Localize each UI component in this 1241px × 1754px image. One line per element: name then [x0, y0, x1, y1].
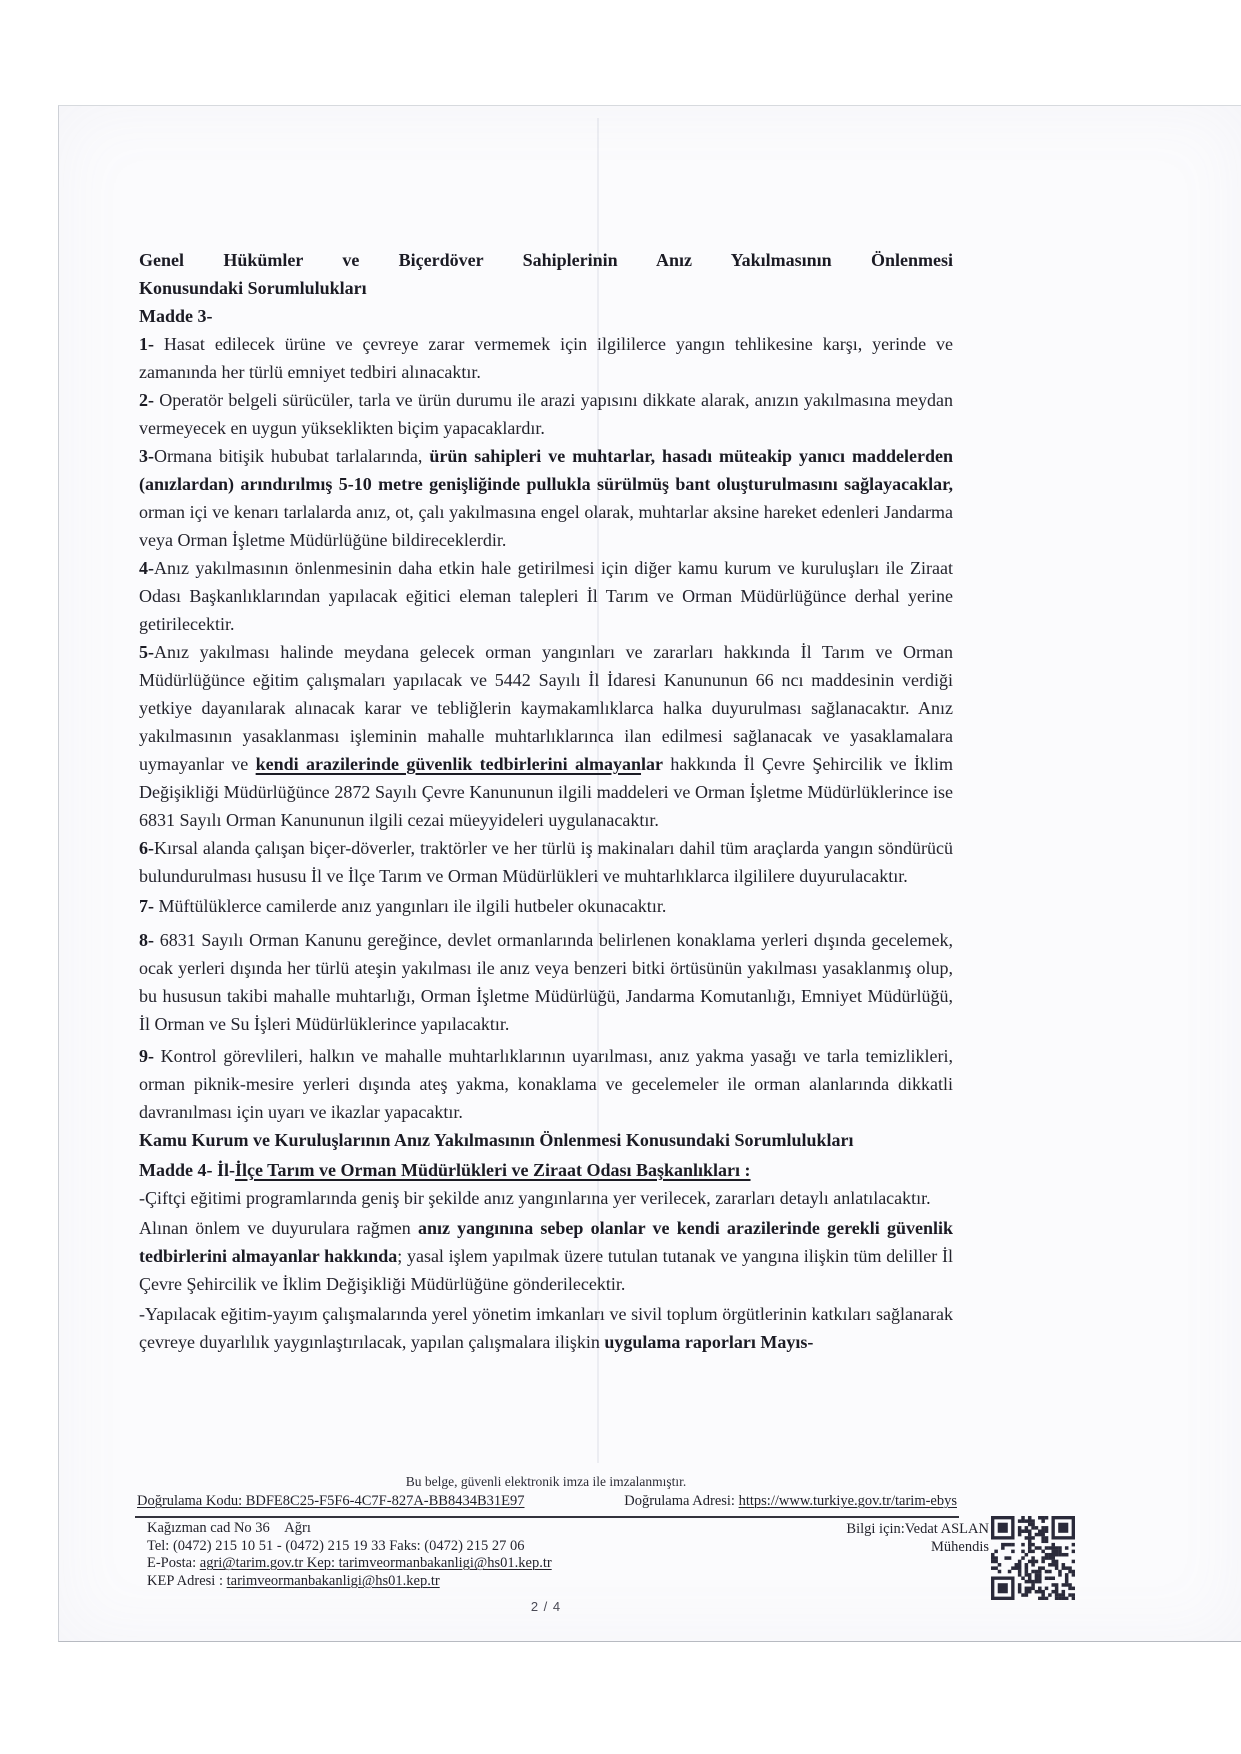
- text-segment: Kamu Kurum ve Kuruluşlarının Anız Yakılmasının Önlenmesi Konusundaki Sorumlulukları: [139, 1130, 854, 1150]
- title-line-1: [139, 246, 953, 274]
- yapilacak-paragraph: [139, 1300, 953, 1356]
- text-segment: Ormana bitişik hububat tarlalarında,: [154, 446, 430, 466]
- document-body: [139, 246, 953, 1356]
- contact-block: [147, 1520, 552, 1590]
- text-segment: Kontrol görevlileri, halkın ve mahalle muhtarlıklarının uyarılması, anız yakma yasağı ve tarla temizlikleri, orman piknik-mesire yerleri dışında ateş yakma, konaklama ve gecelemeler ile orman alanlarında dikkatli davranılması için uyarı ve ikazlar yapacaktır.: [139, 1046, 953, 1122]
- text-segment: İlçe Tarım ve Orman Müdürlükleri ve Ziraat Odası Başkanlıkları :: [235, 1160, 751, 1180]
- madde-4-heading: [139, 1156, 953, 1184]
- text-segment: Doğrulama Kodu: BDFE8C25-F5F6-4C7F-827A-BB8434B31E97: [137, 1493, 525, 1509]
- text-segment: 9-: [139, 1046, 154, 1066]
- text-segment: Müftülüklerce camilerde anız yangınları ile ilgili hutbeler okunacaktır.: [154, 896, 667, 916]
- text-segment: Konusundaki Sorumlulukları: [139, 278, 367, 298]
- text-segment: 3-: [139, 446, 154, 466]
- verification-address: [624, 1493, 957, 1510]
- title-line-2: [139, 274, 953, 302]
- list-item-4: [139, 554, 953, 638]
- text-segment: KEP Adresi :: [147, 1572, 227, 1589]
- footer-divider: [135, 1516, 959, 1518]
- text-segment: agri@tarim.gov.tr Kep: tarimveormanbakanligi@hs01.kep.tr: [199, 1555, 552, 1571]
- verification-row: [137, 1493, 957, 1510]
- ciftci-paragraph: [139, 1184, 953, 1212]
- text-segment: anız yangınına sebep olanlar ve kendi arazilerinde gerekli güvenlik tedbirlerini almayanlar hakkında: [139, 1218, 953, 1266]
- text-segment: -Çiftçi eğitimi programlarında geniş bir şekilde anız yangınlarına yer verilecek, zararları detaylı anlatılacaktır.: [139, 1188, 931, 1208]
- list-item-9: [139, 1042, 953, 1126]
- text-segment: Hasat edilecek ürüne ve çevreye zarar vermemek için ilgililerce yangın tehlikesine karşı, yerinde ve zamanında her türlü emniyet tedbiri alınacaktır.: [139, 334, 953, 382]
- contact-person-title: Mühendis: [931, 1538, 989, 1555]
- text-segment: 6-: [139, 838, 154, 858]
- text-segment: -Yapılacak eğitim-yayım çalışmalarında yerel yönetim imkanları ve sivil toplum örgütlerinin katkıları sağlanarak çevreye duyarlılık yaygınlaştırılacak, yapılan çalışmalara ilişkin: [139, 1304, 953, 1352]
- list-item-6: [139, 834, 953, 890]
- text-segment: lar: [641, 754, 664, 774]
- text-segment: https://www.turkiye.gov.tr/tarim-ebys: [738, 1493, 957, 1509]
- address-line: [147, 1520, 552, 1538]
- kep-address-line: [147, 1573, 552, 1591]
- text-segment: Madde 4- İl-: [139, 1160, 235, 1180]
- scanned-page: [58, 105, 1241, 1642]
- text-segment: E-Posta:: [147, 1555, 200, 1571]
- text-segment: Doğrulama Adresi:: [624, 1493, 739, 1509]
- contact-person-name: Bilgi için:Vedat ASLAN: [846, 1521, 989, 1537]
- text-segment: uygulama raporları Mayıs-: [604, 1332, 814, 1352]
- text-segment: Kağızman cad No 36 Ağrı: [147, 1520, 311, 1536]
- text-segment: Kırsal alanda çalışan biçer-döverler, traktörler ve her türlü iş makinaları dahil tüm araçlarda yangın söndürücü bulundurulması hususu İl ve İlçe Tarım ve Orman Müdürlükleri ve muhtarlıklarca ilgililere duyurulacaktır.: [139, 838, 953, 886]
- qr-code: [991, 1516, 1075, 1600]
- text-segment: orman içi ve kenarı tarlalarda anız, ot, çalı yakılmasına engel olarak, muhtarlar aksine hareket edenleri Jandarma veya Orman İşletme Müdürlüğüne bildireceklerdir.: [139, 502, 953, 550]
- text-segment: ; yasal işlem yapılmak üzere tutulan tutanak ve yangına ilişkin tüm deliller İl Çevre Şehircilik ve İklim Değişikliği Müdürlüğüne gönderilecektir.: [139, 1246, 953, 1294]
- email-line: [147, 1555, 552, 1573]
- text-segment: 7-: [139, 896, 154, 916]
- text-segment: 5-: [139, 642, 154, 662]
- text-segment: 6831 Sayılı Orman Kanunu gereğince, devlet ormanlarında belirlenen konaklama yerleri dışında gecelemek, ocak yerleri dışında her türlü ateşin yakılması ile anız veya benzeri bitki örtüsünün yakılması yasaklanmış olup, bu hususun takibi mahalle muhtarlığı, Orman İşletme Müdürlüğü, Jandarma Komutanlığı, Emniyet Müdürlüğü, İl Orman ve Su İşleri Müdürlüklerince yapılacaktır.: [139, 930, 953, 1034]
- phone-line: [147, 1538, 552, 1556]
- electronic-signature-note: Bu belge, güvenli elektronik imza ile imzalanmıştır.: [405, 1474, 687, 1489]
- text-segment: tarimveormanbakanligi@hs01.kep.tr: [226, 1572, 440, 1589]
- madde-3-heading: [139, 302, 953, 330]
- text-segment: 2-: [139, 390, 154, 410]
- page-number: 2 / 4: [530, 1599, 562, 1614]
- list-item-1: [139, 330, 953, 386]
- text-segment: 8-: [139, 930, 154, 950]
- kamu-kurum-heading: [139, 1126, 953, 1154]
- alinan-onlem-paragraph: [139, 1214, 953, 1298]
- text-segment: Operatör belgeli sürücüler, tarla ve ürün durumu ile arazi yapısını dikkate alarak, anızın yakılmasına meydan vermeyecek en uygun yükseklikten biçim yapacaklardır.: [139, 390, 953, 438]
- list-item-7: [139, 892, 953, 920]
- contact-person-block: [749, 1521, 989, 1556]
- text-segment: ürün sahipleri ve muhtarlar, hasadı müteakip yanıcı maddelerden (anızlardan) arındırılmış 5-10 metre genişliğinde pullukla sürülmüş bant oluşturulmasını sağlayacaklar,: [139, 446, 954, 494]
- text-segment: kendi arazilerinde güvenlik tedbirlerini almayan: [255, 754, 642, 774]
- text-segment: 4-: [139, 558, 154, 578]
- text-segment: Alınan önlem ve duyurulara rağmen: [139, 1218, 418, 1238]
- list-item-8: [139, 926, 953, 1038]
- text-segment: Anız yakılması halinde meydana gelecek orman yangınları ve zararları hakkında İl Tarım ve Orman Müdürlüğünce eğitim çalışmaları yapılacak ve 5442 Sayılı İl İdaresi Kanununun 66 ncı maddesinin verdiği yetkiye dayanılarak alınacak karar ve tebliğlerin kaymakamlıklarca halka duyurulması sağlanacaktır. Anız yakılmasının yasaklanması işleminin mahalle muhtarlıklarınca ilan edilmesi sağlanacak ve yasaklamalara uymayanlar ve: [139, 642, 953, 774]
- list-item-5: [139, 638, 953, 834]
- list-item-2: [139, 386, 953, 442]
- text-segment: Madde 3-: [139, 306, 213, 326]
- text-segment: Anız yakılmasının önlenmesinin daha etkin hale getirilmesi için diğer kamu kurum ve kuruluşları ile Ziraat Odası Başkanlıklarından yapılacak eğitici eleman talepleri İl Tarım ve Orman Müdürlüğünce derhal yerine getirilecektir.: [139, 558, 953, 634]
- text-segment: 1-: [139, 334, 154, 354]
- text-segment: Tel: (0472) 215 10 51 - (0472) 215 19 33 Faks: (0472) 215 27 06: [147, 1537, 525, 1554]
- text-segment: hakkında İl Çevre Şehircilik ve İklim Değişikliği Müdürlüğünce 2872 Sayılı Çevre Kanununun ilgili maddeleri ve Orman İşletme Müdürlüklerince ise 6831 Sayılı Orman Kanununun ilgili cezai müeyyideleri uygulanacaktır.: [139, 754, 953, 830]
- verification-code: [137, 1493, 525, 1510]
- text-segment: Genel Hükümler ve Biçerdöver Sahiplerinin Anız Yakılmasının Önlenmesi: [139, 250, 953, 270]
- list-item-3: [139, 442, 953, 554]
